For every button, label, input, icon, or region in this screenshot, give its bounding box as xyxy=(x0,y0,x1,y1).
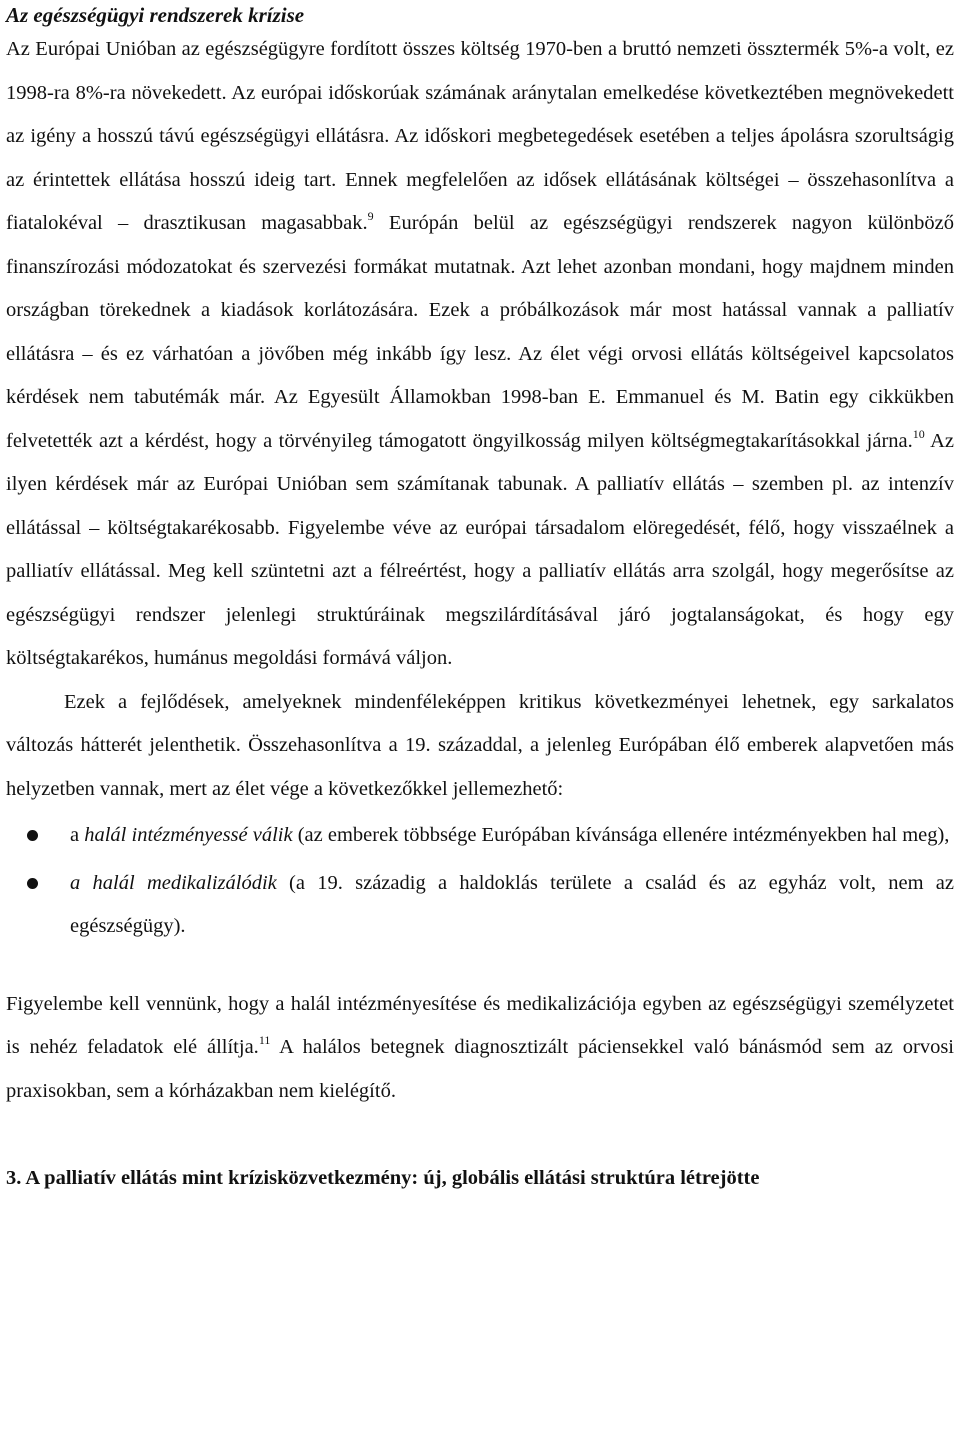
bullet-text: (az emberek többsége Európában kívánsága ellenére intézményekben hal meg), xyxy=(292,824,950,846)
paragraph-eu-health-costs xyxy=(6,28,954,681)
footnote-ref-11[interactable]: 11 xyxy=(258,1033,271,1047)
bullet-emphasis: a halál medikalizálódik xyxy=(70,871,277,894)
next-section-heading: 3. A palliatív ellátás mint krízisközvetkezmény: új, globális ellátási struktúra létrejötte xyxy=(6,1167,760,1189)
bullet-emphasis: halál intézményessé válik xyxy=(84,824,293,846)
list-item xyxy=(6,814,954,858)
section-title: Az egészségügyi rendszerek krízise xyxy=(6,3,305,27)
paragraph-text: Európán belül az egészségügyi rendszerek nagyon különböző finanszírozási módozatokat és szervezési formákat mutatnak. Azt lehet azonban mondani, hogy majdnem minden országban törekednek a kiadások korlátozására. Ezek a próbálkozások már most hatással vannak a palliatív ellátásra – és ez várhatóan a jövőben még inkább így lesz. Az élet végi orvosi ellátás költségeivel kapcsolatos kérdések nem tabutémák már. Az Egyesült Államokban 1998-ban E. Emmanuel és M. Batin egy cikkükben felvetették azt a kérdést, hogy a törvényileg támogatott öngyilkosság milyen költségmegtakarításokkal járna. xyxy=(6,212,955,452)
paragraph-text: Figyelembe kell vennünk, hogy a halál intézményesítése és medikalizációja egyben az egészségügyi személyzetet is nehéz feladatok elé állítja. xyxy=(6,992,954,1058)
bullet-icon xyxy=(27,878,38,889)
footnote-ref-9[interactable]: 9 xyxy=(367,209,374,223)
bullet-list xyxy=(6,814,954,949)
paragraph-developments: Ezek a fejlődések, amelyeknek mindenféleképpen kritikus következményei lehetnek, egy sarkalatos változás hátterét jelenthetik. Összehasonlítva a 19. századdal, a jelenleg Európában élő emberek alapvetően más helyzetben vannak, mert az élet vége a következőkkel jellemezhető: xyxy=(6,690,954,800)
paragraph-text: Az ilyen kérdések már az Európai Unióban sem számítanak tabunak. A palliatív ellátás – szemben pl. az intenzív ellátással – költségtakarékosabb. Figyelembe véve az európai társadalom elöregedését, félő, hogy visszaélnek a palliatív ellátással. Meg kell szüntetni azt a félreértést, hogy a palliatív ellátás arra szolgál, hogy megerősítse az egészségügyi rendszer jelenlegi struktúráinak megszilárdításával járó jogtalanságokat, és hogy egy költségtakarékos, humánus megoldási formává váljon. xyxy=(6,429,954,669)
paragraph-text: Az Európai Unióban az egészségügyre fordított összes költség 1970-ben a bruttó nemzeti össztermék 5%-a volt, ez 1998-ra 8%-ra növekedett. Az európai időskorúak számának aránytalan emelkedése következtében megnövekedett az igény a hosszú távú egészségügyi ellátásra. Az időskori megbetegedések esetében a teljes ápolásra szorultságig az érintettek ellátása hosszú ideig tart. Ennek megfelelően az idősek ellátásának költségei – összehasonlítva a fiatalokéval – drasztikusan magasabbak. xyxy=(6,38,954,234)
paragraph-text: A halálos betegnek diagnosztizált páciensekkel való bánásmód sem az orvosi praxisokban, sem a kórházakban nem kielégítő. xyxy=(6,1036,955,1102)
bullet-text: (a 19. századig a haldoklás területe a család és az egyház volt, nem az egészségügy). xyxy=(70,871,954,937)
paragraph-institutionalization xyxy=(6,983,954,1114)
bullet-icon xyxy=(27,830,38,841)
list-item xyxy=(6,862,954,949)
footnote-ref-10[interactable]: 10 xyxy=(912,426,925,441)
bullet-lead: a xyxy=(70,824,85,846)
